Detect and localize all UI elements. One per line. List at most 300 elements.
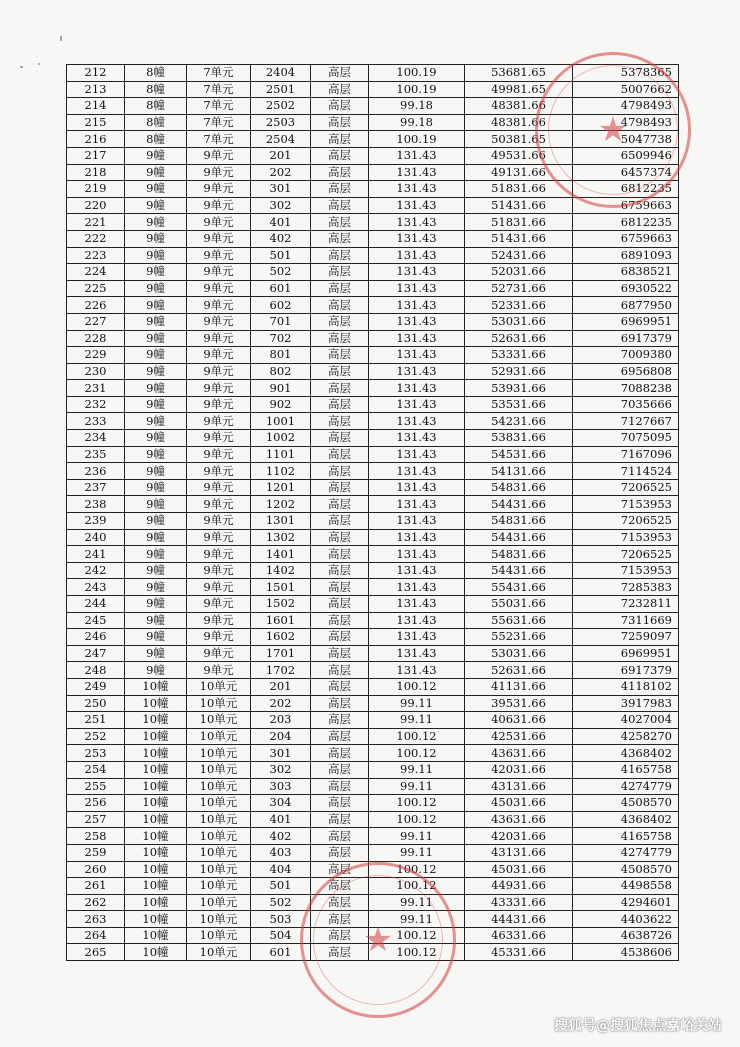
room-number-cell: 1701 <box>251 645 311 662</box>
total-price-cell: 5378365 <box>573 65 679 82</box>
building-cell: 9幢 <box>125 313 187 330</box>
property-type-cell: 高层 <box>311 828 369 845</box>
table-row <box>67 380 679 397</box>
room-number-cell: 501 <box>251 247 311 264</box>
room-number-cell: 2404 <box>251 65 311 82</box>
building-cell: 9幢 <box>125 430 187 447</box>
unit-price-cell: 53031.66 <box>465 645 573 662</box>
building-cell: 8幢 <box>125 65 187 82</box>
property-type-cell: 高层 <box>311 264 369 281</box>
unit-price-cell: 52631.66 <box>465 330 573 347</box>
unit-cell: 9单元 <box>187 197 251 214</box>
table-row <box>67 131 679 148</box>
property-type-cell: 高层 <box>311 313 369 330</box>
room-number-cell: 1301 <box>251 513 311 530</box>
unit-cell: 9单元 <box>187 280 251 297</box>
area-cell: 99.11 <box>369 778 465 795</box>
room-number-cell: 202 <box>251 164 311 181</box>
table-row <box>67 828 679 845</box>
row-index-cell: 220 <box>67 197 125 214</box>
unit-cell: 10单元 <box>187 728 251 745</box>
area-cell: 99.11 <box>369 828 465 845</box>
table-row <box>67 927 679 944</box>
property-type-cell: 高层 <box>311 529 369 546</box>
building-cell: 9幢 <box>125 214 187 231</box>
unit-cell: 9单元 <box>187 330 251 347</box>
total-price-cell: 4368402 <box>573 811 679 828</box>
unit-cell: 10单元 <box>187 678 251 695</box>
room-number-cell: 1502 <box>251 596 311 613</box>
table-row <box>67 728 679 745</box>
unit-cell: 9单元 <box>187 529 251 546</box>
row-index-cell: 262 <box>67 894 125 911</box>
table-row <box>67 811 679 828</box>
property-type-cell: 高层 <box>311 678 369 695</box>
building-cell: 9幢 <box>125 529 187 546</box>
table-row <box>67 65 679 82</box>
total-price-cell: 6917379 <box>573 662 679 679</box>
area-cell: 131.43 <box>369 479 465 496</box>
unit-cell: 7单元 <box>187 114 251 131</box>
total-price-cell: 7285383 <box>573 579 679 596</box>
table-row <box>67 463 679 480</box>
property-type-cell: 高层 <box>311 479 369 496</box>
total-price-cell: 4538606 <box>573 944 679 961</box>
unit-cell: 7单元 <box>187 81 251 98</box>
property-type-cell: 高层 <box>311 280 369 297</box>
unit-cell: 9单元 <box>187 230 251 247</box>
property-type-cell: 高层 <box>311 347 369 364</box>
total-price-cell: 7088238 <box>573 380 679 397</box>
building-cell: 10幢 <box>125 828 187 845</box>
table-row <box>67 596 679 613</box>
building-cell: 9幢 <box>125 446 187 463</box>
property-type-cell: 高层 <box>311 778 369 795</box>
row-index-cell: 222 <box>67 230 125 247</box>
room-number-cell: 1501 <box>251 579 311 596</box>
unit-price-cell: 53681.65 <box>465 65 573 82</box>
room-number-cell: 1302 <box>251 529 311 546</box>
total-price-cell: 3917983 <box>573 695 679 712</box>
building-cell: 9幢 <box>125 413 187 430</box>
unit-cell: 9单元 <box>187 446 251 463</box>
property-type-cell: 高层 <box>311 811 369 828</box>
table-row <box>67 347 679 364</box>
area-cell: 99.18 <box>369 98 465 115</box>
building-cell: 10幢 <box>125 927 187 944</box>
row-index-cell: 215 <box>67 114 125 131</box>
total-price-cell: 7035666 <box>573 396 679 413</box>
property-type-cell: 高层 <box>311 98 369 115</box>
property-type-cell: 高层 <box>311 463 369 480</box>
unit-cell: 10单元 <box>187 911 251 928</box>
row-index-cell: 219 <box>67 181 125 198</box>
building-cell: 9幢 <box>125 247 187 264</box>
unit-cell: 9单元 <box>187 363 251 380</box>
building-cell: 9幢 <box>125 347 187 364</box>
area-cell: 131.43 <box>369 297 465 314</box>
area-cell: 131.43 <box>369 147 465 164</box>
unit-cell: 9单元 <box>187 596 251 613</box>
property-type-cell: 高层 <box>311 396 369 413</box>
building-cell: 9幢 <box>125 562 187 579</box>
building-cell: 9幢 <box>125 396 187 413</box>
building-cell: 9幢 <box>125 596 187 613</box>
row-index-cell: 236 <box>67 463 125 480</box>
unit-cell: 9单元 <box>187 164 251 181</box>
building-cell: 8幢 <box>125 81 187 98</box>
property-type-cell: 高层 <box>311 944 369 961</box>
total-price-cell: 7114524 <box>573 463 679 480</box>
building-cell: 9幢 <box>125 147 187 164</box>
room-number-cell: 1002 <box>251 430 311 447</box>
total-price-cell: 7153953 <box>573 562 679 579</box>
property-type-cell: 高层 <box>311 181 369 198</box>
building-cell: 9幢 <box>125 513 187 530</box>
table-row <box>67 313 679 330</box>
unit-cell: 10单元 <box>187 927 251 944</box>
property-type-cell: 高层 <box>311 629 369 646</box>
building-cell: 9幢 <box>125 297 187 314</box>
property-type-cell: 高层 <box>311 147 369 164</box>
area-cell: 131.43 <box>369 214 465 231</box>
unit-cell: 9单元 <box>187 347 251 364</box>
unit-cell: 10单元 <box>187 878 251 895</box>
unit-cell: 10单元 <box>187 778 251 795</box>
total-price-cell: 4258270 <box>573 728 679 745</box>
room-number-cell: 402 <box>251 828 311 845</box>
unit-cell: 10单元 <box>187 894 251 911</box>
unit-price-cell: 42531.66 <box>465 728 573 745</box>
unit-price-cell: 54531.66 <box>465 446 573 463</box>
total-price-cell: 6917379 <box>573 330 679 347</box>
total-price-cell: 7127667 <box>573 413 679 430</box>
total-price-cell: 6838521 <box>573 264 679 281</box>
area-cell: 100.12 <box>369 728 465 745</box>
property-type-cell: 高层 <box>311 230 369 247</box>
unit-cell: 9单元 <box>187 629 251 646</box>
room-number-cell: 1702 <box>251 662 311 679</box>
table-row <box>67 164 679 181</box>
unit-price-cell: 45031.66 <box>465 861 573 878</box>
building-cell: 9幢 <box>125 264 187 281</box>
unit-price-cell: 54231.66 <box>465 413 573 430</box>
table-row <box>67 98 679 115</box>
unit-cell: 7单元 <box>187 98 251 115</box>
row-index-cell: 256 <box>67 795 125 812</box>
room-number-cell: 502 <box>251 894 311 911</box>
row-index-cell: 264 <box>67 927 125 944</box>
unit-cell: 9单元 <box>187 645 251 662</box>
table-row <box>67 761 679 778</box>
unit-price-cell: 52331.66 <box>465 297 573 314</box>
area-cell: 99.11 <box>369 695 465 712</box>
area-cell: 131.43 <box>369 280 465 297</box>
property-type-cell: 高层 <box>311 164 369 181</box>
unit-price-cell: 49131.66 <box>465 164 573 181</box>
row-index-cell: 240 <box>67 529 125 546</box>
row-index-cell: 255 <box>67 778 125 795</box>
row-index-cell: 254 <box>67 761 125 778</box>
property-type-cell: 高层 <box>311 878 369 895</box>
unit-cell: 9单元 <box>187 463 251 480</box>
table-row <box>67 430 679 447</box>
area-cell: 131.43 <box>369 380 465 397</box>
room-number-cell: 201 <box>251 147 311 164</box>
row-index-cell: 213 <box>67 81 125 98</box>
property-type-cell: 高层 <box>311 728 369 745</box>
building-cell: 10幢 <box>125 861 187 878</box>
row-index-cell: 212 <box>67 65 125 82</box>
table-row <box>67 695 679 712</box>
building-cell: 9幢 <box>125 546 187 563</box>
area-cell: 100.12 <box>369 678 465 695</box>
area-cell: 131.43 <box>369 513 465 530</box>
property-type-cell: 高层 <box>311 596 369 613</box>
total-price-cell: 6812235 <box>573 181 679 198</box>
total-price-cell: 6891093 <box>573 247 679 264</box>
table-row <box>67 264 679 281</box>
area-cell: 131.43 <box>369 645 465 662</box>
row-index-cell: 237 <box>67 479 125 496</box>
unit-price-cell: 52031.66 <box>465 264 573 281</box>
building-cell: 9幢 <box>125 496 187 513</box>
property-type-cell: 高层 <box>311 430 369 447</box>
row-index-cell: 248 <box>67 662 125 679</box>
building-cell: 10幢 <box>125 745 187 762</box>
total-price-cell: 4498558 <box>573 878 679 895</box>
unit-cell: 7单元 <box>187 65 251 82</box>
property-type-cell: 高层 <box>311 579 369 596</box>
unit-price-cell: 55431.66 <box>465 579 573 596</box>
table-row <box>67 280 679 297</box>
room-number-cell: 403 <box>251 844 311 861</box>
area-cell: 131.43 <box>369 347 465 364</box>
unit-price-cell: 53831.66 <box>465 430 573 447</box>
room-number-cell: 702 <box>251 330 311 347</box>
building-cell: 10幢 <box>125 911 187 928</box>
property-type-cell: 高层 <box>311 612 369 629</box>
table-row <box>67 579 679 596</box>
room-number-cell: 504 <box>251 927 311 944</box>
area-cell: 131.43 <box>369 446 465 463</box>
property-type-cell: 高层 <box>311 911 369 928</box>
unit-price-cell: 51831.66 <box>465 214 573 231</box>
row-index-cell: 233 <box>67 413 125 430</box>
area-cell: 131.43 <box>369 330 465 347</box>
room-number-cell: 204 <box>251 728 311 745</box>
row-index-cell: 228 <box>67 330 125 347</box>
unit-price-cell: 49531.66 <box>465 147 573 164</box>
property-type-cell: 高层 <box>311 330 369 347</box>
area-cell: 131.43 <box>369 662 465 679</box>
area-cell: 100.19 <box>369 65 465 82</box>
property-type-cell: 高层 <box>311 562 369 579</box>
total-price-cell: 7153953 <box>573 529 679 546</box>
room-number-cell: 1602 <box>251 629 311 646</box>
area-cell: 100.12 <box>369 944 465 961</box>
table-row <box>67 413 679 430</box>
area-cell: 131.43 <box>369 313 465 330</box>
building-cell: 10幢 <box>125 811 187 828</box>
room-number-cell: 1601 <box>251 612 311 629</box>
unit-cell: 9单元 <box>187 662 251 679</box>
row-index-cell: 232 <box>67 396 125 413</box>
building-cell: 8幢 <box>125 98 187 115</box>
unit-price-cell: 53331.66 <box>465 347 573 364</box>
unit-price-cell: 49981.65 <box>465 81 573 98</box>
table-row <box>67 181 679 198</box>
total-price-cell: 4798493 <box>573 114 679 131</box>
total-price-cell: 6759663 <box>573 230 679 247</box>
row-index-cell: 263 <box>67 911 125 928</box>
building-cell: 9幢 <box>125 230 187 247</box>
building-cell: 9幢 <box>125 164 187 181</box>
seal-star-icon: ★ <box>597 110 629 150</box>
unit-price-cell: 42031.66 <box>465 828 573 845</box>
row-index-cell: 235 <box>67 446 125 463</box>
area-cell: 131.43 <box>369 197 465 214</box>
row-index-cell: 242 <box>67 562 125 579</box>
row-index-cell: 224 <box>67 264 125 281</box>
table-row <box>67 612 679 629</box>
building-cell: 8幢 <box>125 131 187 148</box>
table-row <box>67 513 679 530</box>
row-index-cell: 260 <box>67 861 125 878</box>
unit-price-cell: 54831.66 <box>465 479 573 496</box>
total-price-cell: 4294601 <box>573 894 679 911</box>
table-row <box>67 114 679 131</box>
unit-price-cell: 55031.66 <box>465 596 573 613</box>
area-cell: 100.12 <box>369 745 465 762</box>
room-number-cell: 401 <box>251 214 311 231</box>
building-cell: 10幢 <box>125 728 187 745</box>
row-index-cell: 252 <box>67 728 125 745</box>
unit-cell: 10单元 <box>187 745 251 762</box>
room-number-cell: 1101 <box>251 446 311 463</box>
row-index-cell: 246 <box>67 629 125 646</box>
table-row <box>67 629 679 646</box>
area-cell: 99.11 <box>369 761 465 778</box>
area-cell: 131.43 <box>369 529 465 546</box>
room-number-cell: 401 <box>251 811 311 828</box>
unit-price-cell: 45031.66 <box>465 795 573 812</box>
table-row <box>67 446 679 463</box>
area-cell: 100.12 <box>369 861 465 878</box>
unit-cell: 9单元 <box>187 546 251 563</box>
row-index-cell: 225 <box>67 280 125 297</box>
row-index-cell: 261 <box>67 878 125 895</box>
total-price-cell: 5047738 <box>573 131 679 148</box>
row-index-cell: 226 <box>67 297 125 314</box>
unit-cell: 10单元 <box>187 761 251 778</box>
room-number-cell: 501 <box>251 878 311 895</box>
total-price-cell: 6457374 <box>573 164 679 181</box>
unit-price-cell: 43131.66 <box>465 844 573 861</box>
property-type-cell: 高层 <box>311 413 369 430</box>
unit-cell: 10单元 <box>187 811 251 828</box>
total-price-cell: 6930522 <box>573 280 679 297</box>
table-row <box>67 678 679 695</box>
unit-cell: 9单元 <box>187 247 251 264</box>
total-price-cell: 4368402 <box>573 745 679 762</box>
row-index-cell: 250 <box>67 695 125 712</box>
unit-cell: 9单元 <box>187 147 251 164</box>
room-number-cell: 701 <box>251 313 311 330</box>
room-number-cell: 302 <box>251 197 311 214</box>
unit-cell: 9单元 <box>187 513 251 530</box>
total-price-cell: 4118102 <box>573 678 679 695</box>
row-index-cell: 259 <box>67 844 125 861</box>
property-type-cell: 高层 <box>311 214 369 231</box>
row-index-cell: 230 <box>67 363 125 380</box>
table-row <box>67 795 679 812</box>
room-number-cell: 502 <box>251 264 311 281</box>
total-price-cell: 6509946 <box>573 147 679 164</box>
unit-price-cell: 54831.66 <box>465 513 573 530</box>
building-cell: 10幢 <box>125 678 187 695</box>
building-cell: 9幢 <box>125 197 187 214</box>
property-type-cell: 高层 <box>311 297 369 314</box>
building-cell: 10幢 <box>125 795 187 812</box>
area-cell: 131.43 <box>369 546 465 563</box>
total-price-cell: 7311669 <box>573 612 679 629</box>
row-index-cell: 257 <box>67 811 125 828</box>
price-table <box>66 64 679 961</box>
area-cell: 100.12 <box>369 927 465 944</box>
room-number-cell: 201 <box>251 678 311 695</box>
building-cell: 9幢 <box>125 330 187 347</box>
room-number-cell: 2503 <box>251 114 311 131</box>
total-price-cell: 7075095 <box>573 430 679 447</box>
unit-cell: 10单元 <box>187 861 251 878</box>
area-cell: 131.43 <box>369 629 465 646</box>
total-price-cell: 7206525 <box>573 546 679 563</box>
room-number-cell: 901 <box>251 380 311 397</box>
total-price-cell: 4638726 <box>573 927 679 944</box>
room-number-cell: 2501 <box>251 81 311 98</box>
table-row <box>67 745 679 762</box>
row-index-cell: 258 <box>67 828 125 845</box>
table-row <box>67 546 679 563</box>
total-price-cell: 4508570 <box>573 795 679 812</box>
row-index-cell: 265 <box>67 944 125 961</box>
price-table-body <box>67 65 679 961</box>
room-number-cell: 304 <box>251 795 311 812</box>
unit-cell: 10单元 <box>187 795 251 812</box>
room-number-cell: 302 <box>251 761 311 778</box>
unit-price-cell: 51831.66 <box>465 181 573 198</box>
area-cell: 131.43 <box>369 430 465 447</box>
unit-price-cell: 52431.66 <box>465 247 573 264</box>
table-row <box>67 214 679 231</box>
unit-cell: 9单元 <box>187 380 251 397</box>
unit-price-cell: 51431.66 <box>465 230 573 247</box>
total-price-cell: 4403622 <box>573 911 679 928</box>
building-cell: 9幢 <box>125 363 187 380</box>
row-index-cell: 251 <box>67 712 125 729</box>
property-type-cell: 高层 <box>311 81 369 98</box>
room-number-cell: 1202 <box>251 496 311 513</box>
unit-cell: 9单元 <box>187 562 251 579</box>
building-cell: 8幢 <box>125 114 187 131</box>
table-row <box>67 878 679 895</box>
unit-price-cell: 46331.66 <box>465 927 573 944</box>
building-cell: 10幢 <box>125 761 187 778</box>
unit-cell: 9单元 <box>187 297 251 314</box>
building-cell: 10幢 <box>125 878 187 895</box>
total-price-cell: 4798493 <box>573 98 679 115</box>
